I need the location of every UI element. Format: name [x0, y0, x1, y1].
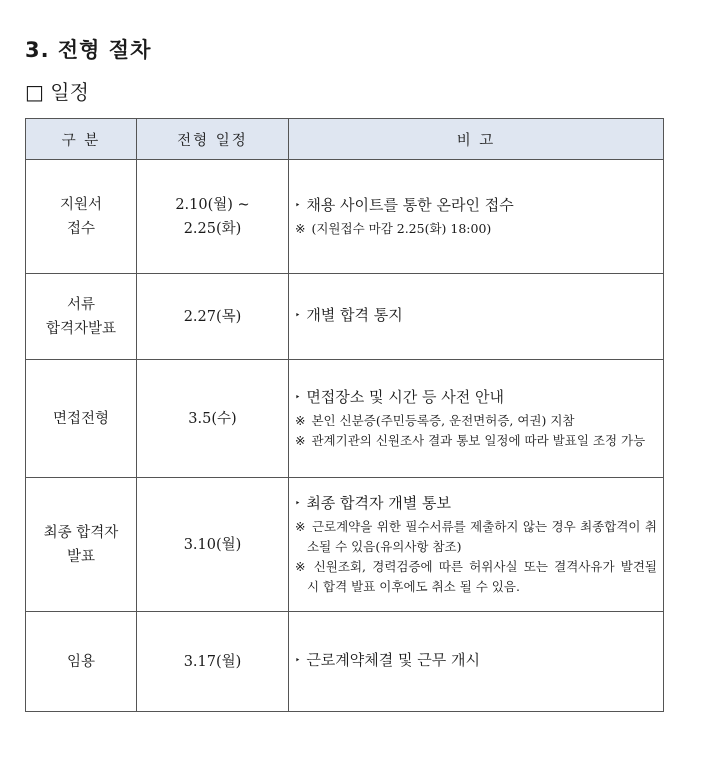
- schedule-line: 2.10(월) ~: [175, 196, 250, 213]
- row-category: [26, 160, 137, 274]
- remark-note: [295, 411, 657, 431]
- remark-text: 채용 사이트를 통한 온라인 접수: [306, 195, 514, 214]
- remark-note: [295, 557, 657, 597]
- remark-note: [295, 517, 657, 557]
- row-remarks: [289, 478, 664, 612]
- row-category: [26, 360, 137, 478]
- header-category: 구 분: [26, 119, 137, 160]
- schedule-line: 2.25(화): [183, 220, 242, 237]
- row-schedule: [137, 274, 289, 360]
- category-line: 서류: [66, 296, 95, 313]
- note-text: 관계기관의 신원조사 결과 통보 일정에 따라 발표일 조정 가능: [311, 432, 646, 448]
- category-line: 접수: [66, 220, 95, 237]
- row-remarks: [289, 160, 664, 274]
- remark-text: 근로계약체결 및 근무 개시: [306, 650, 481, 669]
- row-category: [26, 274, 137, 360]
- remark-bullet: [295, 195, 657, 219]
- category-line: 발표: [66, 548, 95, 565]
- note-text: 신원조회, 경력검증에 따른 허위사실 또는 결격사유가 발견될 시 합격 발표 이후에도 취소 될 수 있음.: [307, 558, 657, 594]
- reference-mark-icon: ※: [295, 412, 306, 428]
- remark-text: 최종 합격자 개별 통보: [306, 493, 452, 512]
- table-row: [26, 612, 664, 712]
- schedule-line: 3.10(월): [183, 536, 242, 553]
- triangle-bullet-icon: ‣: [295, 310, 301, 321]
- row-remarks: [289, 612, 664, 712]
- remark-text: 면접장소 및 시간 등 사전 안내: [306, 387, 505, 406]
- schedule-table: [25, 118, 664, 712]
- subsection-title: □ 일정: [25, 80, 89, 104]
- category-line: 임용: [66, 653, 95, 670]
- remark-bullet: [295, 493, 657, 517]
- table-row: [26, 274, 664, 360]
- table-row: [26, 160, 664, 274]
- triangle-bullet-icon: ‣: [295, 655, 301, 666]
- row-schedule: [137, 478, 289, 612]
- row-schedule: [137, 360, 289, 478]
- category-line: 지원서: [59, 196, 103, 213]
- category-line: 최종 합격자: [43, 524, 119, 541]
- triangle-bullet-icon: ‣: [295, 498, 301, 509]
- triangle-bullet-icon: ‣: [295, 200, 301, 211]
- remark-bullet: [295, 387, 657, 411]
- row-category: [26, 612, 137, 712]
- category-line: 합격자발표: [45, 320, 117, 337]
- remark-bullet: [295, 650, 657, 674]
- reference-mark-icon: ※: [295, 558, 308, 574]
- triangle-bullet-icon: ‣: [295, 392, 301, 403]
- table-row: [26, 478, 664, 612]
- table-header-row: [26, 119, 664, 160]
- row-schedule: [137, 612, 289, 712]
- schedule-line: 2.27(목): [183, 308, 242, 325]
- remark-bullet: [295, 305, 657, 329]
- reference-mark-icon: ※: [295, 518, 306, 534]
- schedule-line: 3.5(수): [188, 410, 237, 427]
- table-row: [26, 360, 664, 478]
- reference-mark-icon: ※: [295, 220, 306, 236]
- row-remarks: [289, 274, 664, 360]
- category-line: 면접전형: [52, 410, 110, 427]
- row-schedule: [137, 160, 289, 274]
- row-category: [26, 478, 137, 612]
- header-remarks: 비 고: [289, 119, 664, 160]
- row-remarks: [289, 360, 664, 478]
- note-text: 본인 신분증(주민등록증, 운전면허증, 여권) 지참: [311, 412, 575, 428]
- note-text: 근로계약을 위한 필수서류를 제출하지 않는 경우 최종합격이 취소될 수 있음(유의사항 참조): [307, 518, 657, 554]
- remark-note: [295, 431, 657, 451]
- header-schedule: 전형 일정: [137, 119, 289, 160]
- remark-text: 개별 합격 통지: [306, 305, 403, 324]
- section-title: 3. 전형 절차: [25, 38, 152, 62]
- reference-mark-icon: ※: [295, 432, 306, 448]
- note-text: (지원접수 마감 2.25(화) 18:00): [311, 220, 492, 236]
- schedule-line: 3.17(월): [183, 653, 242, 670]
- remark-note: [295, 219, 657, 239]
